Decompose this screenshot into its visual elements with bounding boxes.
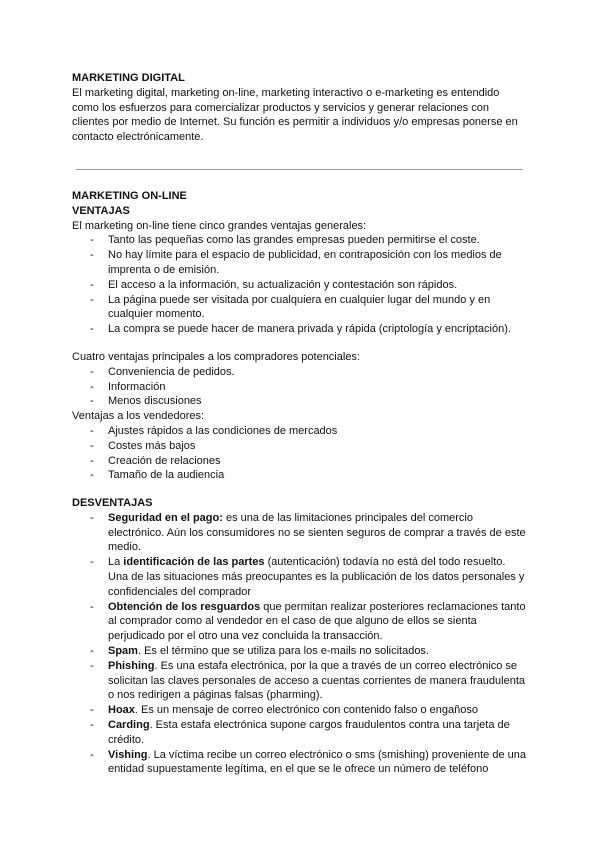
list-item: - La identificación de las partes (autenticación) todavía no está del todo resuelto. Una de las situaciones más preocupantes es la publicación de los datos personales y confidenciales del comprador <box>90 556 525 598</box>
list-item: - Tamaño de la audiencia <box>90 469 225 482</box>
list-item: - Phishing. Es una estafa electrónica, por la que a través de un correo electrónico se solicitan las claves personales de acceso a cuentas corrientes de manera fraudulenta o nos redirigen a páginas falsas (pharming). <box>90 659 526 702</box>
list-item: - La compra se puede hacer de manera privada y rápida (criptología y encriptación). <box>90 323 511 336</box>
list-item: - Tanto las pequeñas como las grandes empresas pueden permitirse el coste. <box>90 234 480 247</box>
intro-body: El marketing digital, marketing on-line, marketing interactivo o e-marketing es entendido como los esfuerzos para comercializar productos y servicios y generar relaciones con clientes por medio de Internet. Su función es permitir a individuos y/o empresas ponerse en contacto electrónicamente. <box>72 86 518 144</box>
list-item: - Costes más bajos <box>90 439 196 452</box>
desventajas-section <box>72 496 528 777</box>
list-item: - El acceso a la información, su actualización y contestación son rápidos. <box>90 278 458 291</box>
desventajas-title: DESVENTAJAS <box>72 497 153 509</box>
list-item: - Creación de relaciones <box>90 454 221 467</box>
list-item: - La página puede ser visitada por cualquiera en cualquier lugar del mundo y en cualquier momento. <box>90 293 491 321</box>
list-item: - Conveniencia de pedidos. <box>90 365 235 378</box>
buyers-sellers-section <box>72 350 528 483</box>
section-divider <box>76 169 523 170</box>
list-item: - Ajustes rápidos a las condiciones de mercados <box>90 424 338 437</box>
intro-title: MARKETING DIGITAL <box>72 72 185 84</box>
sellers-list <box>72 424 528 483</box>
list-item: - Información <box>90 380 166 393</box>
list-item: - Spam. Es el término que se utiliza para los e-mails no solicitados. <box>90 644 429 657</box>
list-item: - Carding. Esta estafa electrónica supone cargos fraudulentos contra una tarjeta de crédito. <box>90 718 510 746</box>
sellers-intro: Ventajas a los vendedores: <box>72 410 205 423</box>
online-title: MARKETING ON-LINE <box>72 190 187 202</box>
list-item: - Vishing. La víctima recibe un correo electrónico o sms (smishing) proveniente de una entidad supuestamente legítima, en el que se le ofrece un número de teléfono <box>90 748 526 776</box>
online-section <box>72 189 528 337</box>
ventajas-title: VENTAJAS <box>72 204 130 217</box>
list-item: - No hay límite para el espacio de publicidad, en contraposición con los medios de imprenta o de emisión. <box>90 249 502 276</box>
desventajas-list <box>72 511 528 777</box>
list-item: - Menos discusiones <box>90 395 202 408</box>
list-item: - Seguridad en el pago: es una de las limitaciones principales del comercio electrónico. Aún los consumidores no se sienten seguros de comprar a través de este medio. <box>90 511 526 554</box>
general-list <box>72 233 528 337</box>
list-item: - Hoax. Es un mensaje de correo electrónico con contenido falso o engañoso <box>90 704 478 717</box>
buyers-intro: Cuatro ventajas principales a los compradores potenciales: <box>72 351 360 363</box>
intro-section <box>72 71 528 145</box>
list-item: - Obtención de los resguardos que permitan realizar posteriores reclamaciones tanto al comprador como al vendedor en el caso de que alguno de ellos se sienta perjudicado por el otro una vez concluida la transacción. <box>90 600 526 643</box>
buyers-list <box>72 365 528 409</box>
general-intro: El marketing on-line tiene cinco grandes ventajas generales: <box>72 219 367 232</box>
